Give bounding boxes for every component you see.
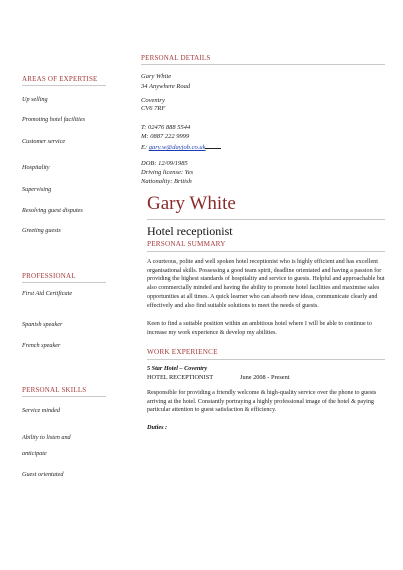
summary-paragraph: Keen to find a suitable position within an ambitious hotel where I will be able to continue to increase my work experience & develop my abilities.	[147, 321, 372, 336]
divider	[141, 64, 385, 65]
divider	[22, 85, 106, 86]
candidate-name: Gary White	[147, 193, 236, 214]
mobile-line: M: 0887 222 9999	[141, 133, 190, 140]
personal-details-heading: PERSONAL DETAILS	[141, 54, 211, 62]
role-dates: June 2008 - Present	[240, 374, 290, 381]
expertise-item: Customer service	[22, 138, 66, 145]
skills-heading: PERSONAL SKILLS	[22, 386, 87, 394]
professional-item: First Aid Certificate	[22, 290, 73, 297]
driving-line: Driving license: Yes	[141, 169, 194, 176]
employer: 5 Star Hotel – Coventry	[147, 365, 208, 372]
professional-item: French speaker	[22, 342, 61, 349]
role-description: Responsible for providing a friendly welcome & high-quality service over the phone to guests arriving at the hotel. Constantly portraying a highly professional image of the hotel & paying particular attention to guest satisfaction & efficiency.	[147, 390, 377, 414]
divider	[22, 396, 106, 397]
skills-item: Service minded	[22, 407, 60, 414]
city-line: Coventry	[141, 97, 165, 104]
expertise-item: Up selling	[22, 96, 48, 103]
summary-paragraph: A courteous, polite and well spoken hotel receptionist who is highly efficient and has excellent organisational skills. Possessing a good team spirit, deadline orientated and having a passion for providing the highest standards of hospitality and service to guests. Helpful and approachable but also commercially minded and having the ability to promote hotel facilities and maximise sales opportunities at all times. A quick learner who can absorb new ideas, communicate clearly and effectively and also find suitable solutions to meet the needs of guests.	[147, 259, 385, 309]
summary-heading: PERSONAL SUMMARY	[147, 240, 226, 248]
email-label: E:	[141, 144, 148, 151]
skills-item: Guest orientated	[22, 471, 64, 478]
divider	[147, 251, 385, 252]
expertise-item: Greeting guests	[22, 227, 61, 234]
job-title: Hotel receptionist	[147, 224, 233, 238]
address-line: 34 Anywhere Road	[141, 83, 191, 90]
postcode-line: CV6 7RF	[141, 105, 166, 112]
expertise-item: Hospitality	[22, 164, 50, 171]
contact-name: Gary White	[141, 73, 172, 80]
professional-item: Spanish speaker	[22, 321, 63, 328]
divider	[147, 219, 385, 220]
role-title: HOTEL RECEPTIONIST	[147, 374, 214, 381]
phone-line: T: 02476 888 5544	[141, 124, 191, 131]
expertise-item: Resolving guest disputes	[22, 207, 83, 214]
experience-heading: WORK EXPERIENCE	[147, 348, 218, 356]
divider	[147, 359, 385, 360]
email-underline-tail	[205, 143, 221, 149]
email-line	[141, 143, 221, 151]
expertise-heading: AREAS OF EXPERTISE	[22, 75, 98, 83]
email-link[interactable]: gary.w@dayjob.co.uk	[148, 144, 206, 151]
divider	[22, 282, 106, 283]
dob-line: DOB: 12/09/1985	[141, 160, 188, 167]
skills-item: anticipate	[22, 450, 47, 457]
expertise-item: Supervising	[22, 186, 52, 193]
professional-heading: PROFESSIONAL	[22, 272, 76, 280]
expertise-item: Promoting hotel facilities	[22, 116, 86, 123]
nationality-line: Nationality: British	[141, 178, 192, 185]
skills-item: Ability to listen and	[22, 434, 71, 441]
duties-label: Duties :	[147, 424, 168, 431]
